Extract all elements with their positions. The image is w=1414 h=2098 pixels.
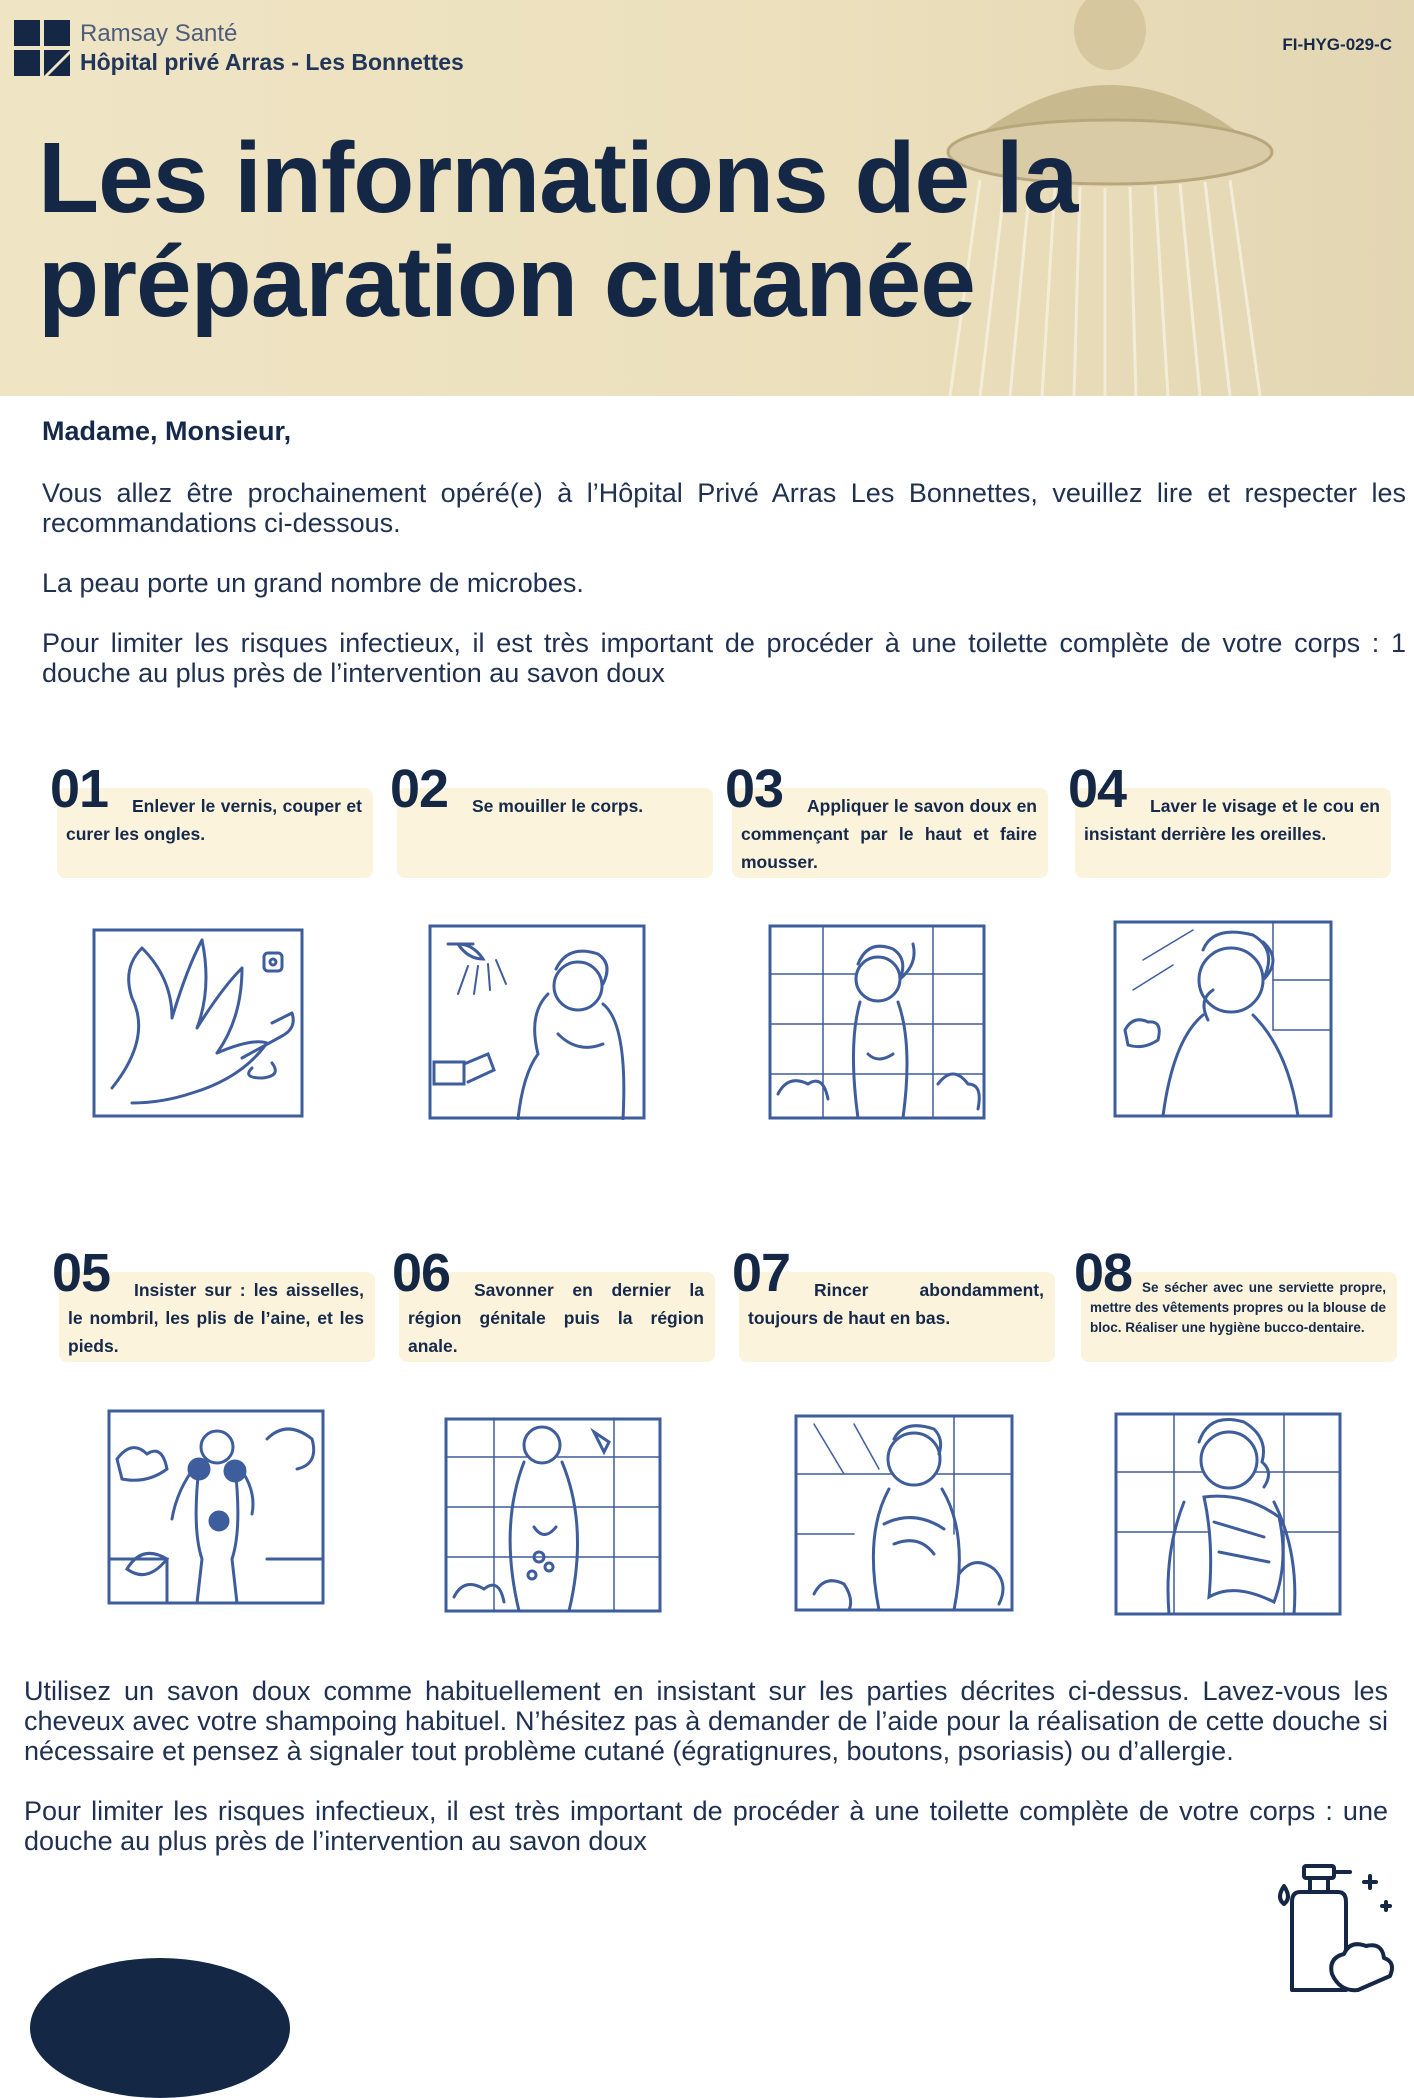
intro-paragraph: Pour limiter les risques infectieux, il est très important de procéder à une toilette complète de votre corps : 1 douche au plus près de l’intervention au savon doux [42, 628, 1406, 688]
step-number: 08 [1074, 1243, 1133, 1303]
hand-nail-clipper-icon [92, 928, 304, 1118]
step-number: 05 [52, 1243, 111, 1303]
intro-section [42, 414, 1406, 718]
page-title [38, 122, 1078, 338]
shower-person-icon [428, 924, 646, 1120]
step-text: Appliquer le savon doux en commençant par le haut et faire mousser. [741, 796, 1037, 872]
document-reference: FI-HYG-029-C [1282, 35, 1392, 54]
hospital-name: Hôpital privé Arras - Les Bonnettes [80, 49, 464, 75]
step-text: Insister sur : les aisselles, le nombril, les plis de l’aine, et les pieds. [68, 1280, 364, 1356]
bottom-section [24, 1676, 1388, 1886]
step-text: Rincer abondamment, toujours de haut en bas. [748, 1280, 1044, 1328]
bottom-paragraph: Utilisez un savon doux comme habituellement en insistant sur les parties décrites ci-dessus. Lavez-vous les cheveux avec votre shampoing habituel. N’hésitez pas à demander de l’aide pour la réalisation de cette douche si nécessaire et pensez à signaler tout problème cutané (égratignures, boutons, psoriasis) ou d’allergie. [24, 1676, 1388, 1766]
towel-drying-icon [1114, 1412, 1342, 1616]
step-number: 06 [392, 1243, 451, 1303]
decorative-shape [30, 1958, 290, 2098]
rinsing-person-icon [794, 1414, 1014, 1612]
step-text: Se mouiller le corps. [472, 796, 644, 816]
organization-name: Ramsay Santé [80, 20, 238, 47]
soap-bottle-icon [1270, 1862, 1400, 1994]
intro-paragraph: La peau porte un grand nombre de microbes. [42, 568, 584, 598]
title-line-2: préparation cutanée [38, 226, 975, 338]
step-number: 02 [390, 759, 449, 819]
step-number: 01 [50, 759, 109, 819]
greeting: Madame, Monsieur, [42, 416, 292, 446]
title-line-1: Les informations de la [38, 122, 1078, 234]
header-banner [0, 0, 1414, 396]
step-number: 07 [732, 1243, 791, 1303]
step-text: Enlever le vernis, couper et curer les ongles. [66, 796, 362, 844]
face-washing-icon [1113, 920, 1333, 1118]
step-text: Savonner en dernier la région génitale puis la région anale. [408, 1280, 704, 1356]
body-zones-icon [107, 1409, 325, 1605]
step-number: 03 [725, 759, 784, 819]
step-text: Se sécher avec une serviette propre, mettre des vêtements propres ou la blouse de bloc. Réaliser une hygiène bucco-dentaire. [1090, 1280, 1386, 1335]
step-number: 04 [1068, 759, 1127, 819]
intro-paragraph: Vous allez être prochainement opéré(e) à l’Hôpital Privé Arras Les Bonnettes, veuillez lire et respecter les recommandations ci-dessous. [42, 478, 1406, 538]
soaping-person-icon [768, 924, 986, 1120]
soaping-lower-body-icon [444, 1417, 662, 1613]
bottom-paragraph: Pour limiter les risques infectieux, il est très important de procéder à une toilette complète de votre corps : une douche au plus près de l’intervention au savon doux [24, 1796, 1388, 1856]
step-text: Laver le visage et le cou en insistant derrière les oreilles. [1084, 796, 1380, 844]
ramsay-logo-icon [14, 20, 70, 76]
